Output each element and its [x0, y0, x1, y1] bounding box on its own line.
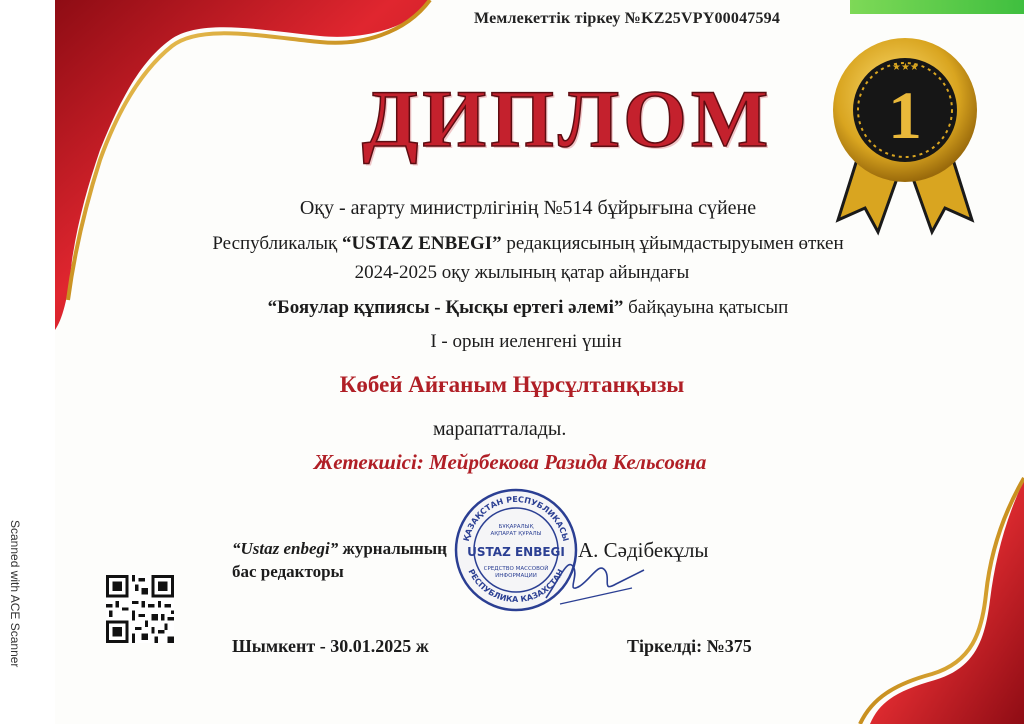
svg-text:★★★: ★★★: [892, 62, 919, 73]
svg-text:БҰҚАРАЛЫҚ: БҰҚАРАЛЫҚ: [498, 524, 534, 530]
signatory-name: А. Сәдібекұлы: [578, 538, 709, 562]
diploma-title: ДИПЛОМ: [362, 73, 773, 164]
supervisor-name: Жетекшісі: Мейрбекова Разида Кельсовна: [314, 450, 707, 474]
svg-text:РЕСПУБЛИКА КАЗАХСТАН: РЕСПУБЛИКА КАЗАХСТАН: [466, 567, 566, 605]
stamp-center-text: USTAZ ENBEGI: [467, 545, 565, 559]
awarded-text: марапатталады.: [433, 418, 567, 440]
body-line-4: “Бояулар құпиясы - Қысқы ертегі әлемі” байқауына қатысып: [267, 297, 789, 318]
scanner-watermark: Scanned with ACE Scanner: [8, 520, 22, 668]
editor-title: “Ustaz enbegi” журналының бас редакторы: [232, 539, 447, 581]
diploma-registration-number: Тіркелді: №375: [627, 636, 752, 656]
svg-text:СРЕДСТВО МАССОВОЙ: СРЕДСТВО МАССОВОЙ: [483, 566, 549, 572]
body-line-2: Республикалық “USTAZ ENBEGI” редакциясының ұйымдастыруымен өткен: [212, 233, 844, 254]
svg-text:ИНФОРМАЦИИ: ИНФОРМАЦИИ: [495, 573, 537, 579]
svg-text:АҚПАРАТ ҚҰРАЛЫ: АҚПАРАТ ҚҰРАЛЫ: [490, 531, 542, 537]
body-line-5: I - орын иеленгені үшін: [430, 331, 622, 352]
body-line-1: Оқу - ағарту министрлігінің №514 бұйрығына сүйене: [299, 197, 757, 219]
medal-number: 1: [888, 77, 922, 153]
registration-number: Мемлекеттік тіркеу №KZ25VPY00047594: [474, 10, 781, 27]
qr-code: [106, 575, 174, 643]
body-line-3: 2024-2025 оқу жылының қатар айындағы: [354, 262, 690, 283]
place-and-date: Шымкент - 30.01.2025 ж: [232, 636, 429, 656]
svg-text:ҚАЗАҚСТАН РЕСПУБЛИКАСЫ: ҚАЗАҚСТАН РЕСПУБЛИКАСЫ: [461, 494, 571, 543]
recipient-name: Көбей Айғаным Нұрсұлтанқызы: [339, 372, 685, 397]
